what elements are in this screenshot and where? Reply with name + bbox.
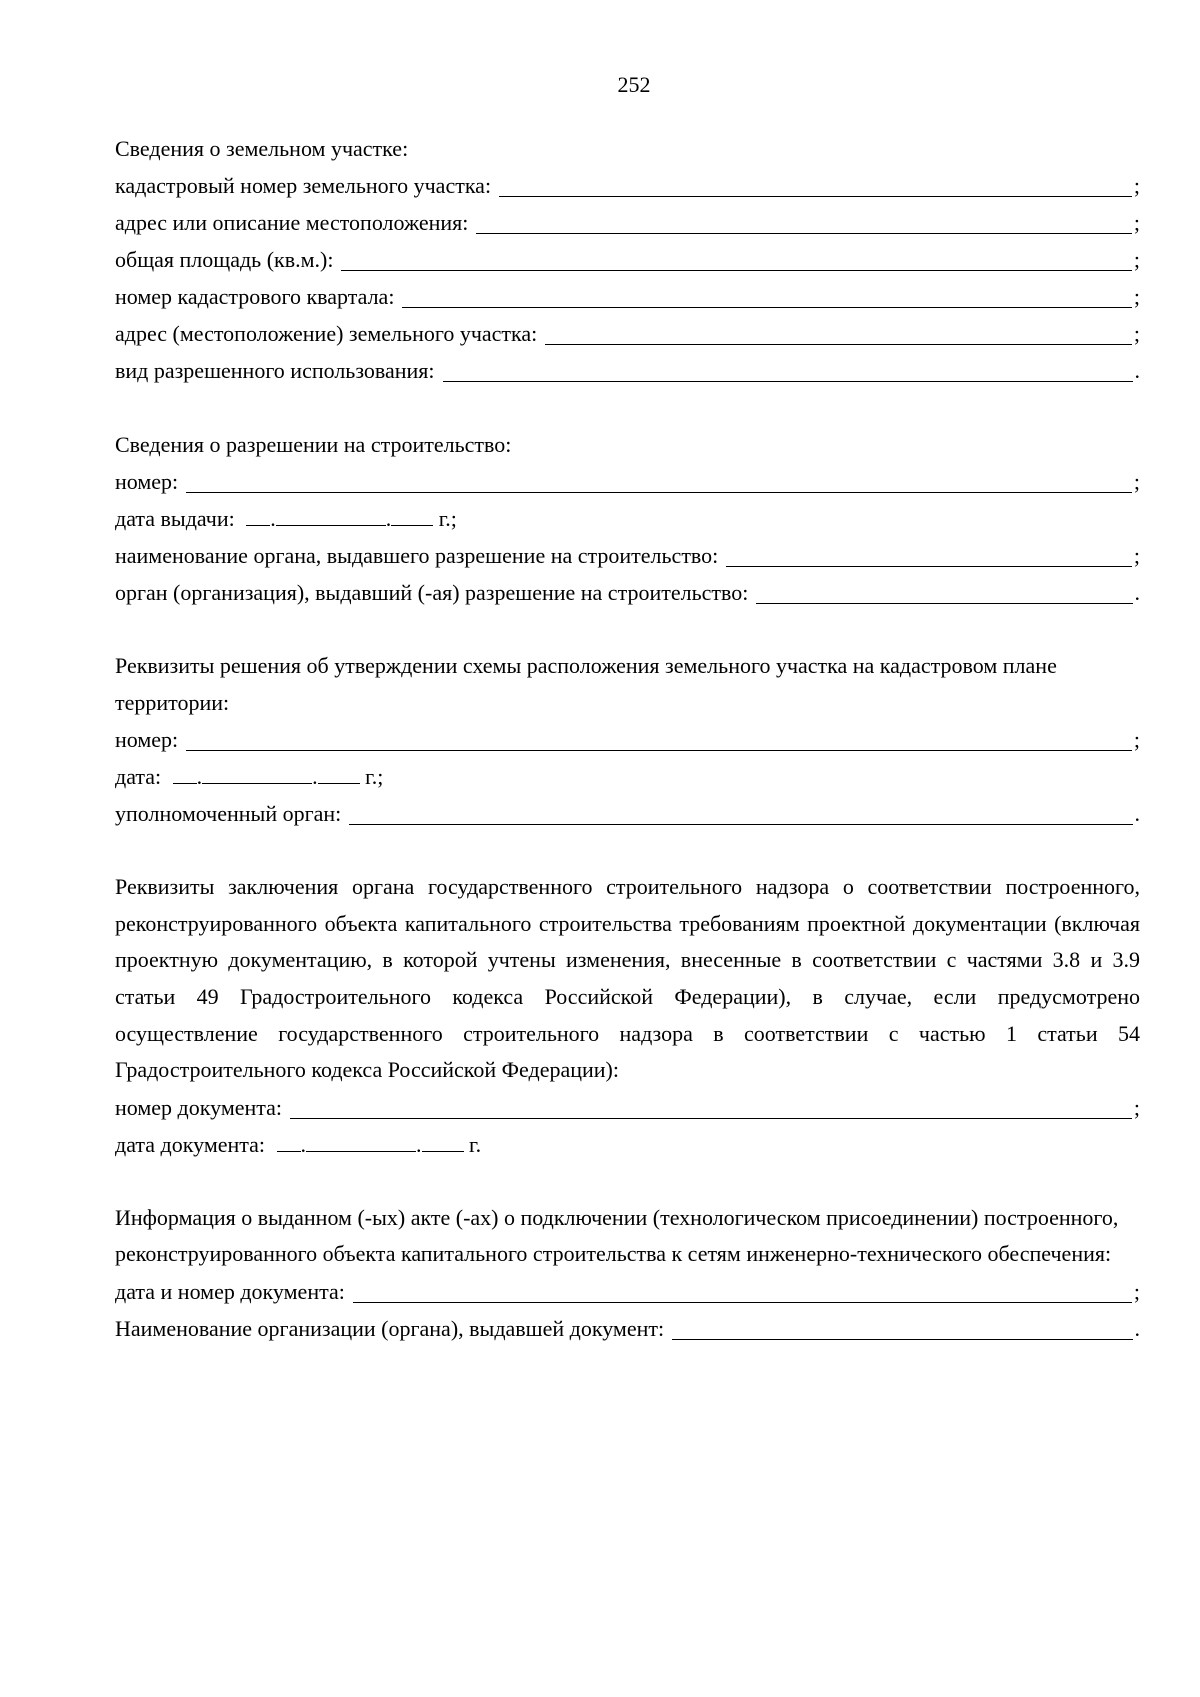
scheme-number-field: номер: ;	[115, 727, 1140, 753]
conclusion-heading: Реквизиты заключения органа государственного строительного надзора о соответствии построенного, реконструированного объекта капитального строительства требованиям проектной документации (включая проектную документацию, в которой учтены изменения, внесенные в соответствии с частями 3.8 и 3.9 статьи 49 Градостроительного кодекса Российской Федерации), в случае, если предусмотрено осуществление государственного строительного надзора в соответствии с частью 1 статьи 54 Градостроительного кодекса Российской Федерации):	[115, 874, 1140, 1083]
permit-month-blank[interactable]	[276, 505, 386, 526]
scheme-heading: Реквизиты решения об утверждении схемы расположения земельного участка на кадастровом плане территории:	[115, 653, 1057, 715]
permit-issuer-blank[interactable]	[726, 544, 1132, 567]
cadastral-quarter-blank[interactable]	[402, 285, 1131, 308]
permit-org-field: орган (организация), выдавший (-ая) разрешение на строительство: .	[115, 580, 1140, 605]
conclusion-day-blank[interactable]	[277, 1131, 301, 1152]
plot-address-field: адрес (местоположение) земельного участка: ;	[115, 321, 1140, 346]
permitted-use-blank[interactable]	[443, 359, 1133, 382]
scheme-number-blank[interactable]	[186, 728, 1132, 751]
permit-date-field: дата выдачи: . . г.;	[115, 506, 457, 531]
connection-heading: Информация о выданном (-ых) акте (-ах) о подключении (технологическом присоединении) построенного, реконструированного объекта капитального строительства к сетям инженерно-технического обеспечения:	[115, 1204, 1119, 1267]
permit-number-field: номер: ;	[115, 469, 1140, 494]
form-content	[115, 130, 1140, 1347]
plot-address-blank[interactable]	[545, 322, 1132, 345]
permit-number-blank[interactable]	[186, 470, 1132, 493]
authority-blank[interactable]	[349, 802, 1132, 825]
permit-day-blank[interactable]	[246, 505, 270, 526]
cadastral-quarter-field: номер кадастрового квартала: ;	[115, 284, 1140, 309]
scheme-month-blank[interactable]	[202, 763, 312, 784]
scheme-date-field: дата: . . г.;	[115, 764, 384, 790]
address-description-field: адрес или описание местоположения: ;	[115, 210, 1140, 235]
page-number: 252	[617, 72, 651, 97]
conclusion-number-blank[interactable]	[290, 1096, 1132, 1119]
permit-issuer-field: наименование органа, выдавшего разрешение на строительство: ;	[115, 543, 1140, 568]
connection-org-blank[interactable]	[672, 1317, 1132, 1340]
scheme-year-blank[interactable]	[318, 763, 360, 784]
conclusion-number-field: номер документа: ;	[115, 1094, 1140, 1120]
scheme-day-blank[interactable]	[173, 763, 197, 784]
address-description-blank[interactable]	[476, 211, 1131, 234]
conclusion-month-blank[interactable]	[306, 1131, 416, 1152]
conclusion-year-blank[interactable]	[422, 1131, 464, 1152]
cadastral-number-blank[interactable]	[499, 174, 1132, 197]
connection-doc-blank[interactable]	[353, 1280, 1132, 1303]
connection-doc-field: дата и номер документа: ;	[115, 1278, 1140, 1304]
connection-org-field: Наименование организации (органа), выдавшей документ: .	[115, 1315, 1140, 1341]
total-area-blank[interactable]	[341, 248, 1131, 271]
land-heading: Сведения о земельном участке:	[115, 136, 409, 161]
permit-heading: Сведения о разрешении на строительство:	[115, 432, 512, 457]
authority-field: уполномоченный орган: .	[115, 801, 1140, 827]
permitted-use-field: вид разрешенного использования: .	[115, 358, 1140, 383]
cadastral-number-field: кадастровый номер земельного участка: ;	[115, 173, 1140, 198]
permit-year-blank[interactable]	[391, 505, 433, 526]
conclusion-date-field: дата документа: . . г.	[115, 1131, 482, 1157]
permit-org-blank[interactable]	[756, 581, 1132, 604]
total-area-field: общая площадь (кв.м.): ;	[115, 247, 1140, 272]
